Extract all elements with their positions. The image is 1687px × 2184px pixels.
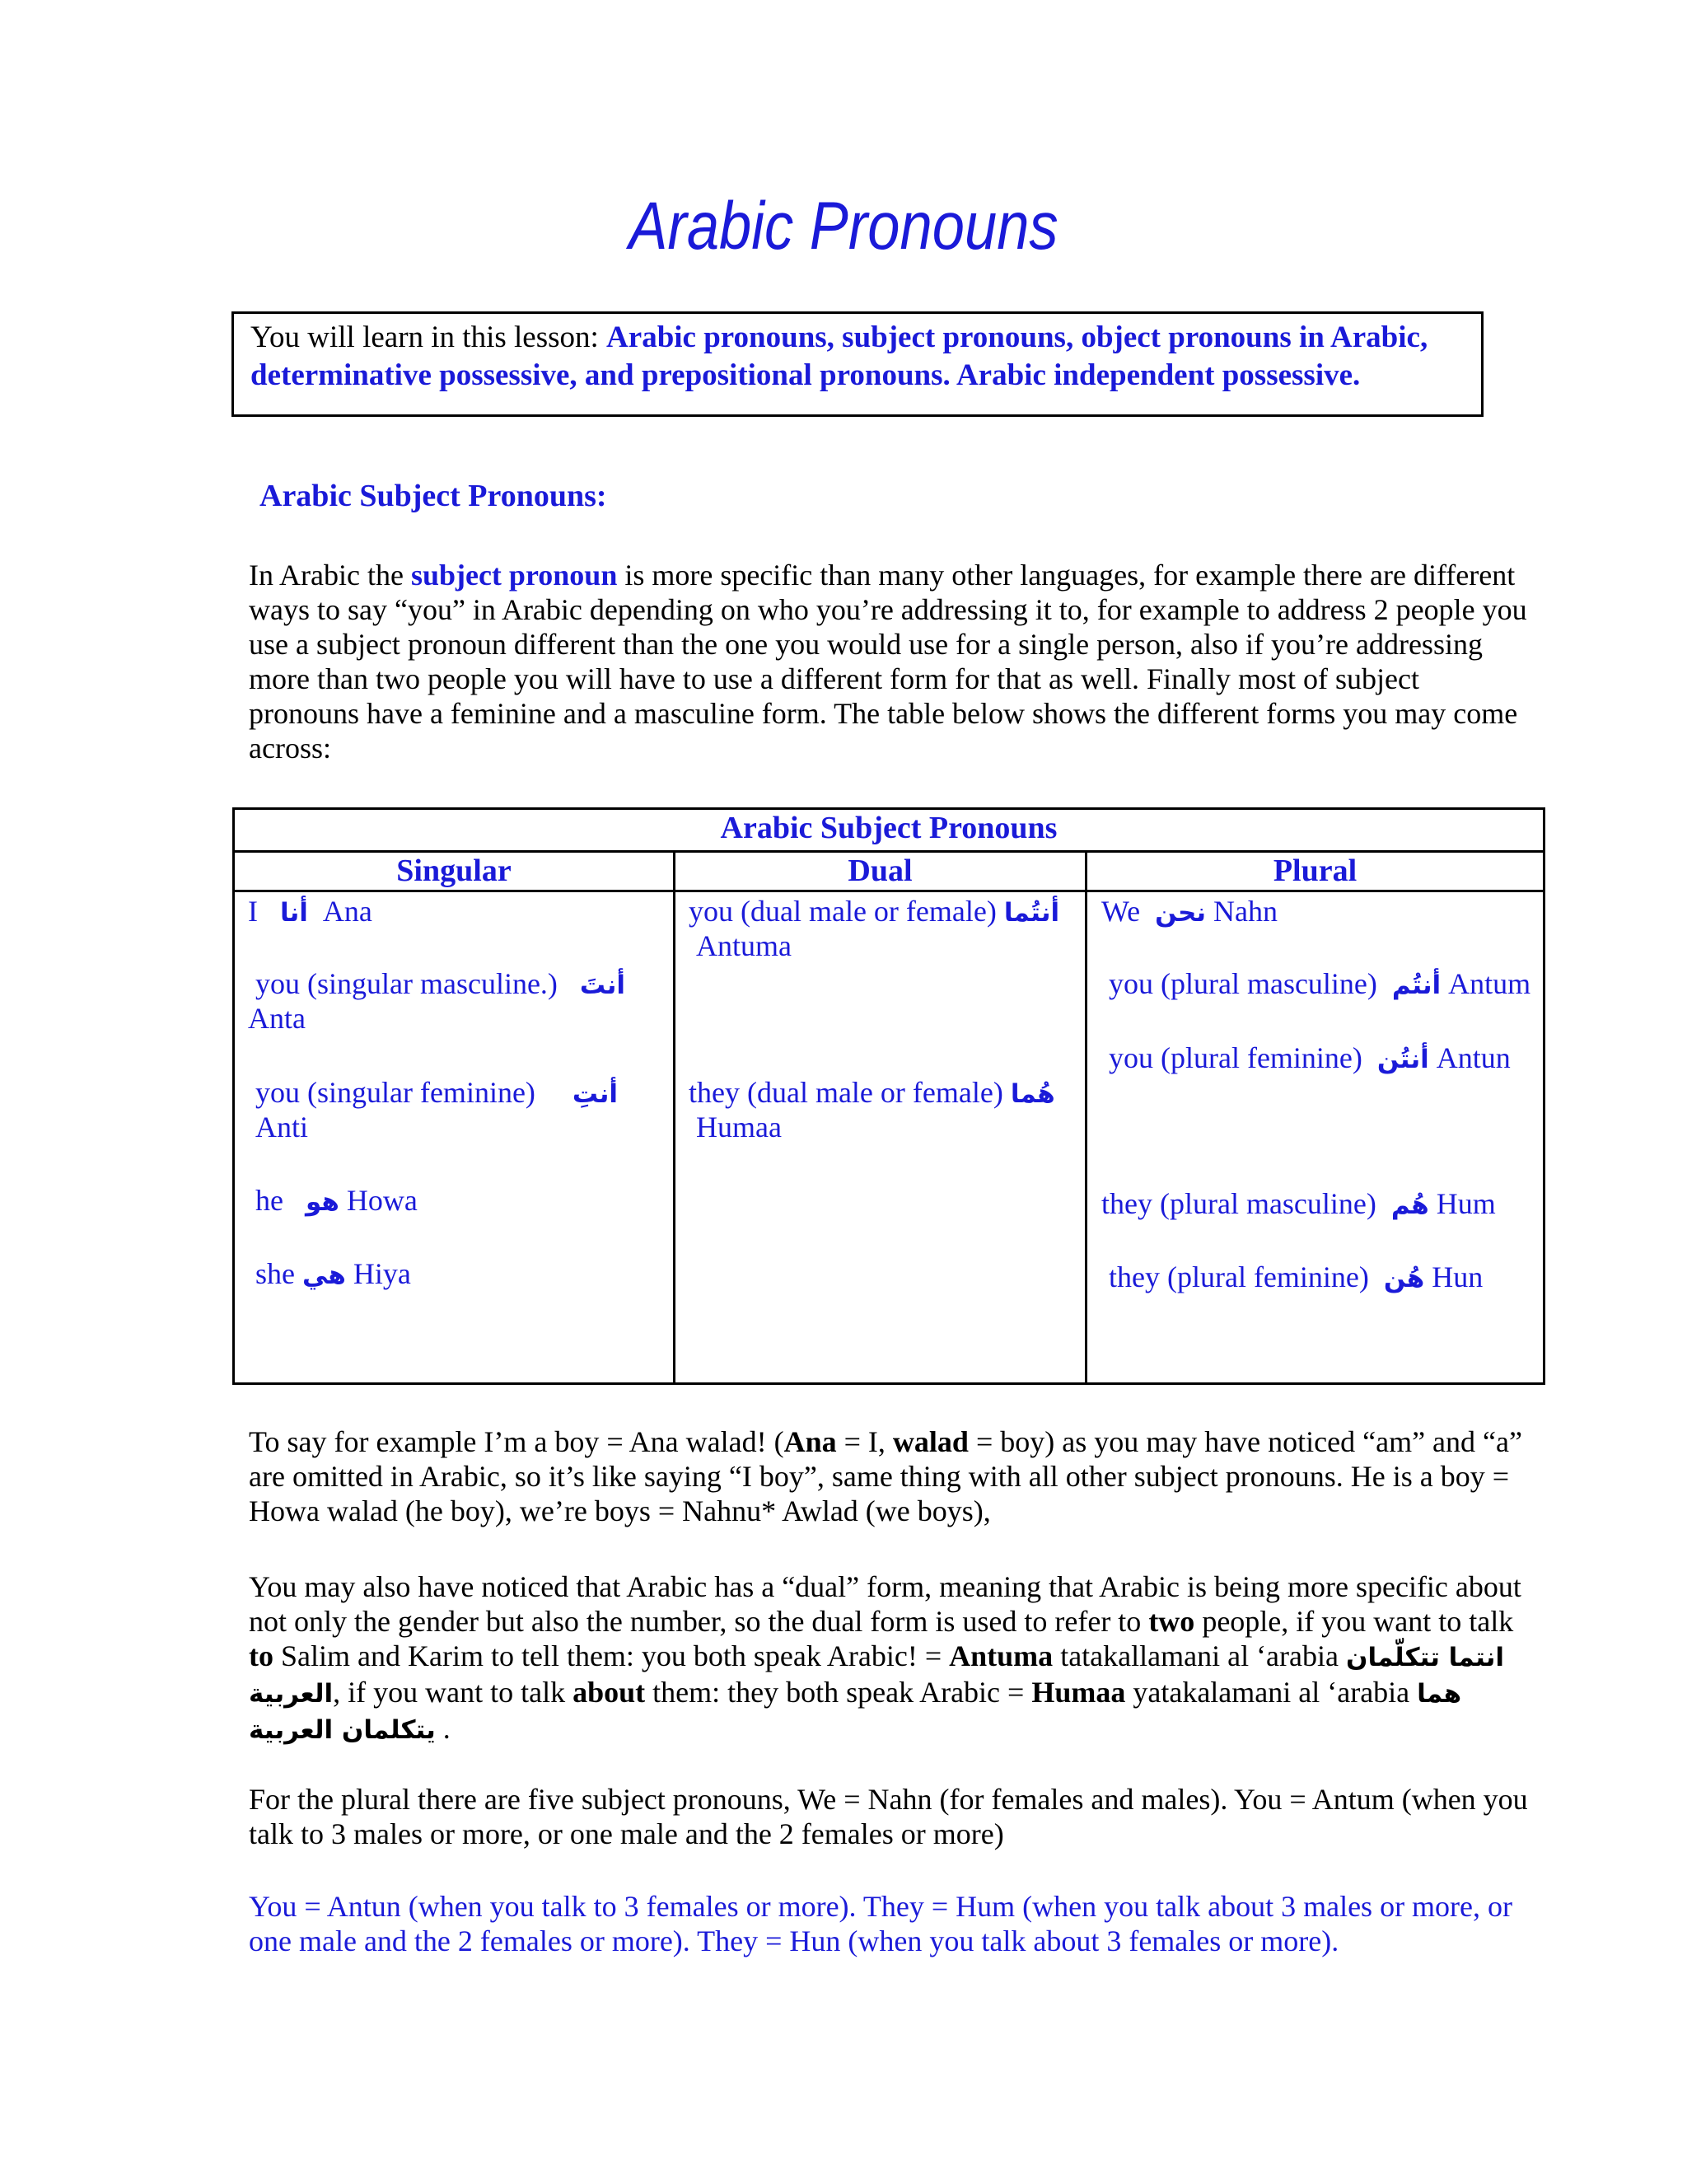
bold-term: walad <box>892 1425 969 1458</box>
pronoun-english: you (singular feminine) <box>255 1076 535 1109</box>
text: them: they both speak Arabic = <box>645 1676 1032 1709</box>
text: You may also have noticed that Arabic has a “dual” form, meaning that Arabic is being more specific about not only the gender but also the number, so the dual form is used to refer to <box>249 1570 1521 1638</box>
pronoun-arabic: أنتَ <box>579 970 626 1000</box>
pronoun-entry <box>255 1256 411 1293</box>
pronoun-transliteration: Antun <box>1436 1041 1511 1074</box>
section-heading: Arabic Subject Pronouns: <box>259 479 607 513</box>
pronoun-arabic: هُم <box>1390 1190 1429 1220</box>
header-plural: Plural <box>1087 852 1544 891</box>
pronoun-arabic: هُما <box>1010 1079 1055 1109</box>
pronoun-arabic: أنتُم <box>1391 970 1442 1000</box>
arabic-phrase: انتما تتكلّمان العربية <box>249 1643 1504 1709</box>
pronoun-arabic: هو <box>305 1187 339 1217</box>
pronoun-english: he <box>255 1184 283 1217</box>
pronoun-transliteration: Antum <box>1448 967 1531 1000</box>
pronoun-transliteration: Ana <box>322 895 372 928</box>
pronoun-arabic: هي <box>302 1260 346 1290</box>
plural-column <box>1087 891 1544 1384</box>
bold-term: Antuma <box>949 1639 1054 1672</box>
pronoun-entry <box>248 894 372 930</box>
text: In Arabic the <box>249 559 411 592</box>
dual-form-paragraph <box>249 1569 1534 1747</box>
pronoun-transliteration: Anti <box>255 1111 309 1143</box>
pronoun-arabic: أنتُما <box>1003 898 1060 928</box>
pronoun-entry <box>255 1075 618 1111</box>
example-paragraph <box>249 1424 1534 1528</box>
bold-term: to <box>249 1639 273 1672</box>
bold-term: about <box>572 1676 646 1709</box>
pronoun-english: I <box>248 895 258 928</box>
pronoun-arabic: أنا <box>280 898 308 928</box>
pronoun-entry <box>1109 1041 1511 1077</box>
text: , if you want to talk <box>333 1676 573 1709</box>
pronoun-english: We <box>1101 895 1141 928</box>
singular-column <box>234 891 675 1384</box>
bold-term: Ana <box>783 1425 837 1458</box>
pronoun-english: she <box>255 1257 295 1290</box>
text: = I, <box>836 1425 893 1458</box>
highlight-subject-pronoun: subject pronoun <box>410 559 618 592</box>
arabic-phrase: هما يتكلمان العربية <box>249 1679 1462 1745</box>
intro-paragraph <box>249 558 1534 765</box>
table-caption: Arabic Subject Pronouns <box>234 809 1544 852</box>
text: Salim and Karim to tell them: you both speak Arabic! = <box>273 1639 950 1672</box>
pronoun-arabic: أنتِ <box>572 1079 619 1109</box>
pronoun-entry <box>1109 1260 1483 1296</box>
pronoun-entry <box>1109 966 1530 1003</box>
pronoun-english: you (plural feminine) <box>1109 1041 1362 1074</box>
pronoun-english: they (plural feminine) <box>1109 1260 1369 1293</box>
text: = boy) as you may have noticed “am” and “a” are omitted in Arabic, so it’s like saying “I boy”, same thing with all other subject pronouns. He is a boy = Howa walad (he boy), we’re boys = Nahnu* Awlad (we boys), <box>249 1425 1522 1527</box>
pronoun-transliteration: Hum <box>1436 1187 1496 1220</box>
subject-pronoun-table <box>232 807 1545 1385</box>
dual-column <box>675 891 1087 1384</box>
pronoun-transliteration: Howa <box>346 1184 418 1217</box>
page-title: Arabic Pronouns <box>629 189 1058 264</box>
pronoun-transliteration: Nahn <box>1213 895 1278 928</box>
pronoun-english: you (plural masculine) <box>1109 967 1377 1000</box>
pronoun-entry <box>689 894 1059 930</box>
pronoun-transliteration: Hiya <box>353 1257 411 1290</box>
pronoun-english: you (dual male or female) <box>689 895 997 928</box>
plural-paragraph: For the plural there are five subject pronouns, We = Nahn (for females and males). You = Antum (when you talk to 3 males or more, or one male and the 2 females or more) <box>249 1783 1528 1850</box>
pronoun-entry <box>255 966 625 1003</box>
plural-note-paragraph: You = Antun (when you talk to 3 females or more). They = Hum (when you talk about 3 males or more, or one male and the 2 females or more). They = Hun (when you talk about 3 females or more). <box>249 1890 1513 1957</box>
intro-topics: Arabic pronouns, subject pronouns, object pronouns in Arabic, determinative possessive, and prepositional pronouns. Arabic independent possessive. <box>250 320 1428 392</box>
pronoun-transliteration: Hun <box>1432 1260 1484 1293</box>
pronoun-entry <box>255 1183 418 1219</box>
text: people, if you want to talk <box>1194 1605 1514 1638</box>
pronoun-entry <box>689 1075 1055 1111</box>
text: To say for example I’m a boy = Ana walad! ( <box>249 1425 784 1458</box>
text: . <box>435 1712 451 1745</box>
text: yatakalamani al ‘arabia <box>1125 1676 1418 1709</box>
bold-term: two <box>1148 1605 1195 1638</box>
pronoun-arabic: نحن <box>1155 898 1206 928</box>
lesson-summary-box <box>231 311 1484 417</box>
header-dual: Dual <box>675 852 1087 891</box>
pronoun-english: they (dual male or female) <box>689 1076 1003 1109</box>
pronoun-english: they (plural masculine) <box>1101 1187 1376 1220</box>
text: is more specific than many other languages, for example there are different ways to say “you” in Arabic depending on who you’re addressing it to, for example to address 2 people you use a subject pronoun different than the one you would use for a single person, also if you’re addressing more than two people you will have to use a different form for that as well. Finally most of subject pronouns have a feminine and a masculine form. The table below shows the different forms you may come across: <box>249 559 1527 765</box>
pronoun-arabic: أنتُن <box>1376 1045 1429 1074</box>
pronoun-english: you (singular masculine.) <box>255 967 558 1000</box>
text: tatakallamani al ‘arabia <box>1053 1639 1346 1672</box>
pronoun-transliteration: Anta <box>248 1002 306 1035</box>
pronoun-entry <box>1101 1186 1496 1223</box>
pronoun-transliteration: Antuma <box>696 929 792 962</box>
pronoun-transliteration: Humaa <box>696 1111 782 1143</box>
pronoun-entry <box>1101 894 1278 930</box>
header-singular: Singular <box>234 852 675 891</box>
intro-lead: You will learn in this lesson: <box>250 320 607 354</box>
pronoun-arabic: هُن <box>1383 1264 1425 1293</box>
bold-term: Humaa <box>1031 1676 1126 1709</box>
